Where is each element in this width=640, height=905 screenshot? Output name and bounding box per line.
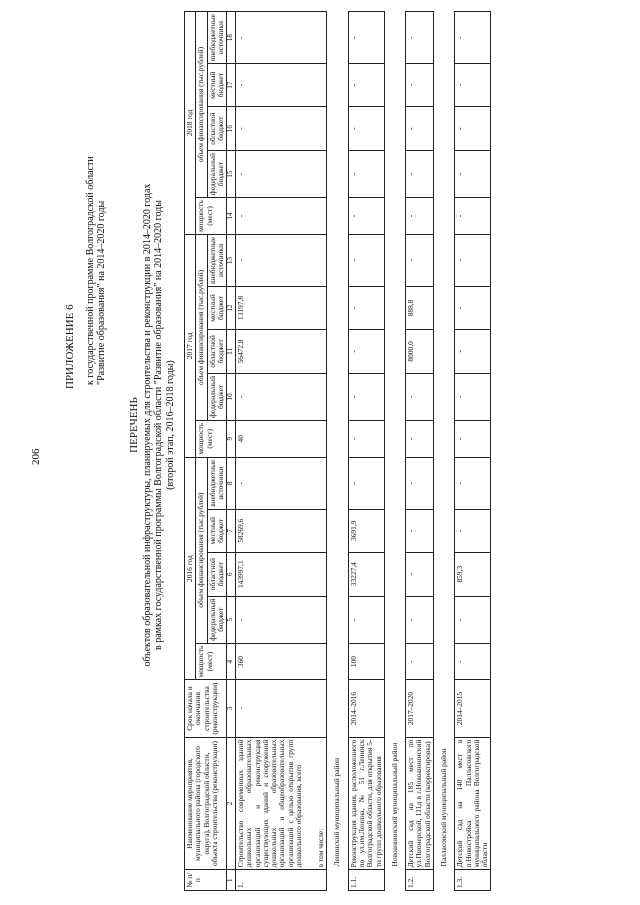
value-cell: - — [406, 107, 434, 151]
header-extrabudget: внебюджетные источники — [207, 234, 227, 286]
value-cell: - — [406, 509, 434, 552]
value-cell: - — [348, 198, 384, 235]
column-number: 4 — [227, 643, 236, 680]
header-federal: федеральный бюджет — [207, 151, 227, 198]
column-number: 11 — [227, 329, 236, 373]
value-cell: 3691,9 — [348, 509, 384, 552]
header-local: местный бюджет — [207, 64, 227, 107]
term-cell: 2014–2015 — [455, 680, 491, 737]
row-number: 1. — [235, 870, 327, 891]
column-number: 7 — [227, 509, 236, 552]
section-row — [327, 12, 348, 891]
column-number: 5 — [227, 596, 236, 643]
appendix-block — [64, 25, 108, 389]
document-heading — [128, 55, 176, 795]
header-extrabudget: внебюджетные источники — [207, 457, 227, 509]
value-cell: - — [235, 596, 327, 643]
column-number: 9 — [227, 420, 236, 457]
row-number: 1.1. — [348, 870, 384, 891]
header-name: Наименование мероприятия, муниципального района (городского округа), Волгоградской области, объекта строительства (реконструкции) — [185, 737, 227, 870]
row-number: 1.2. — [406, 870, 434, 891]
value-cell: 40 — [235, 420, 327, 457]
value-cell: 56472,8 — [235, 329, 327, 373]
value-cell: 888,8 — [406, 287, 434, 330]
header-term: Срок начала и окончания строительства (реконструкции) — [185, 680, 227, 737]
value-cell: - — [348, 12, 384, 64]
object-name-cell — [348, 737, 384, 870]
heading-line-2: в рамках государственной программы Волгоградской области "Развитие образования" на 2014–2020 годы — [153, 200, 165, 651]
value-cell: - — [348, 151, 384, 198]
section-row — [434, 12, 455, 891]
value-cell: - — [455, 234, 491, 286]
value-cell: 100 — [348, 643, 384, 680]
header-year-2016: 2016 год — [185, 457, 196, 680]
value-cell: - — [235, 12, 327, 64]
header-capacity: мощность (мест) — [196, 198, 227, 235]
value-cell: 58269,6 — [235, 509, 327, 552]
object-name: Детский сад на 140 мест в п.Новостройка Палласовского муниципального района Волгоградской области — [455, 739, 490, 868]
value-cell: - — [235, 107, 327, 151]
object-name: Детский сад на 185 мест по ул.Пионерской, 111д в г.Новоаннинский Волгоградской области (корректировка) — [406, 739, 432, 868]
value-cell: - — [348, 457, 384, 509]
header-extrabudget: внебюджетные источники — [207, 12, 227, 64]
value-cell: - — [455, 373, 491, 420]
column-number: 14 — [227, 198, 236, 235]
row-number: 1.3. — [455, 870, 491, 891]
value-cell: - — [348, 596, 384, 643]
column-number: 8 — [227, 457, 236, 509]
page-number: 206 — [30, 448, 42, 465]
object-name-cell — [455, 737, 491, 870]
object-name-cell — [406, 737, 434, 870]
header-regional: областной бюджет — [207, 329, 227, 373]
value-cell: - — [406, 596, 434, 643]
column-number: 13 — [227, 234, 236, 286]
header-funding: объем финансирования (тыс.рублей) — [196, 12, 207, 198]
heading-line-3: (второй этап, 2016–2018 годы) — [164, 360, 176, 490]
heading-title: ПЕРЕЧЕНЬ — [128, 397, 140, 453]
value-cell: - — [235, 234, 327, 286]
value-cell: - — [406, 151, 434, 198]
infrastructure-table — [184, 11, 491, 891]
header-regional: областной бюджет — [207, 107, 227, 151]
header-year-2018: 2018 год — [185, 12, 196, 235]
value-cell: - — [235, 198, 327, 235]
value-cell: - — [455, 457, 491, 509]
object-name-cell — [235, 737, 327, 870]
value-cell: - — [455, 12, 491, 64]
value-cell: - — [455, 329, 491, 373]
value-cell: - — [455, 509, 491, 552]
column-number: 17 — [227, 64, 236, 107]
value-cell: - — [455, 287, 491, 330]
appendix-line-2: "Развитие образования" на 2014–2020 годы — [96, 200, 108, 385]
value-cell: - — [348, 373, 384, 420]
value-cell: 143997,1 — [235, 552, 327, 596]
header-federal: федеральный бюджет — [207, 373, 227, 420]
column-number: 2 — [227, 737, 236, 870]
header-capacity: мощность (мест) — [196, 420, 227, 457]
value-cell: 859,3 — [455, 552, 491, 596]
value-cell: 360 — [235, 643, 327, 680]
value-cell: - — [455, 420, 491, 457]
value-cell: - — [348, 107, 384, 151]
value-cell: - — [235, 64, 327, 107]
header-local: местный бюджет — [207, 287, 227, 330]
value-cell: - — [406, 457, 434, 509]
value-cell: - — [406, 420, 434, 457]
header-year-2017: 2017 год — [185, 234, 196, 457]
value-cell: 8000,0 — [406, 329, 434, 373]
value-cell: - — [455, 198, 491, 235]
table-row — [235, 12, 327, 891]
value-cell: - — [348, 234, 384, 286]
column-number: 18 — [227, 12, 236, 64]
header-regional: областной бюджет — [207, 552, 227, 596]
column-number: 10 — [227, 373, 236, 420]
header-federal: федеральный бюджет — [207, 596, 227, 643]
column-number: 1 — [227, 870, 236, 891]
table-row — [455, 12, 491, 891]
value-cell: - — [406, 373, 434, 420]
section-title: Ленинский муниципальный район — [327, 12, 348, 891]
section-title: Новоаннинский муниципальный район — [384, 12, 405, 891]
value-cell: - — [406, 234, 434, 286]
value-cell: - — [406, 552, 434, 596]
column-number-row — [227, 12, 236, 891]
header-capacity: мощность (мест) — [196, 643, 227, 680]
section-title: Палласовский муниципальный район — [434, 12, 455, 891]
header-funding: объем финансирования (тыс.рублей) — [196, 234, 207, 420]
value-cell: - — [406, 64, 434, 107]
column-number: 16 — [227, 107, 236, 151]
value-cell: - — [348, 64, 384, 107]
term-cell: - — [235, 680, 327, 737]
value-cell: - — [348, 420, 384, 457]
header-funding: объем финансирования (тыс.рублей) — [196, 457, 207, 643]
table-row — [348, 12, 384, 891]
value-cell: 13197,8 — [235, 287, 327, 330]
value-cell: - — [348, 329, 384, 373]
value-cell: - — [455, 107, 491, 151]
object-name: Строительство современных зданий дошкольных образовательных организаций и реконструкция существующих зданий и сооружений дошкольных образовательных организаций и общеобразовательных организаций с целью открытия групп дошкольного образования, всего — [235, 739, 303, 868]
appendix-line-1: к государственной программе Волгоградской области — [84, 156, 96, 385]
term-cell: 2014–2016 — [348, 680, 384, 737]
header-num: № п/п — [185, 870, 227, 891]
appendix-title: ПРИЛОЖЕНИЕ 6 — [64, 304, 76, 389]
value-cell: - — [406, 198, 434, 235]
value-cell: - — [455, 596, 491, 643]
value-cell: 33227,4 — [348, 552, 384, 596]
column-number: 12 — [227, 287, 236, 330]
value-cell: - — [235, 373, 327, 420]
value-cell: - — [455, 643, 491, 680]
column-number: 3 — [227, 680, 236, 737]
section-row — [384, 12, 405, 891]
value-cell: - — [455, 64, 491, 107]
column-number: 6 — [227, 552, 236, 596]
column-number: 15 — [227, 151, 236, 198]
value-cell: - — [348, 287, 384, 330]
value-cell: - — [455, 151, 491, 198]
value-cell: - — [235, 151, 327, 198]
heading-line-1: объектов образовательной инфраструктуры, планируемых для строительства и реконструкции в 2014–2020 годах — [141, 183, 153, 667]
row-note: в том числе: — [316, 828, 326, 868]
table-body — [235, 12, 490, 891]
term-cell: 2017–2020 — [406, 680, 434, 737]
table-row — [406, 12, 434, 891]
value-cell: - — [235, 457, 327, 509]
object-name: Реконструкция здания, расположенного по ул.им.Ленина, № 51 г.Ленинск Волгоградской области, для открытия 5-ти групп дошкольного образования — [348, 739, 383, 868]
value-cell: - — [406, 643, 434, 680]
value-cell: - — [406, 12, 434, 64]
header-local: местный бюджет — [207, 509, 227, 552]
